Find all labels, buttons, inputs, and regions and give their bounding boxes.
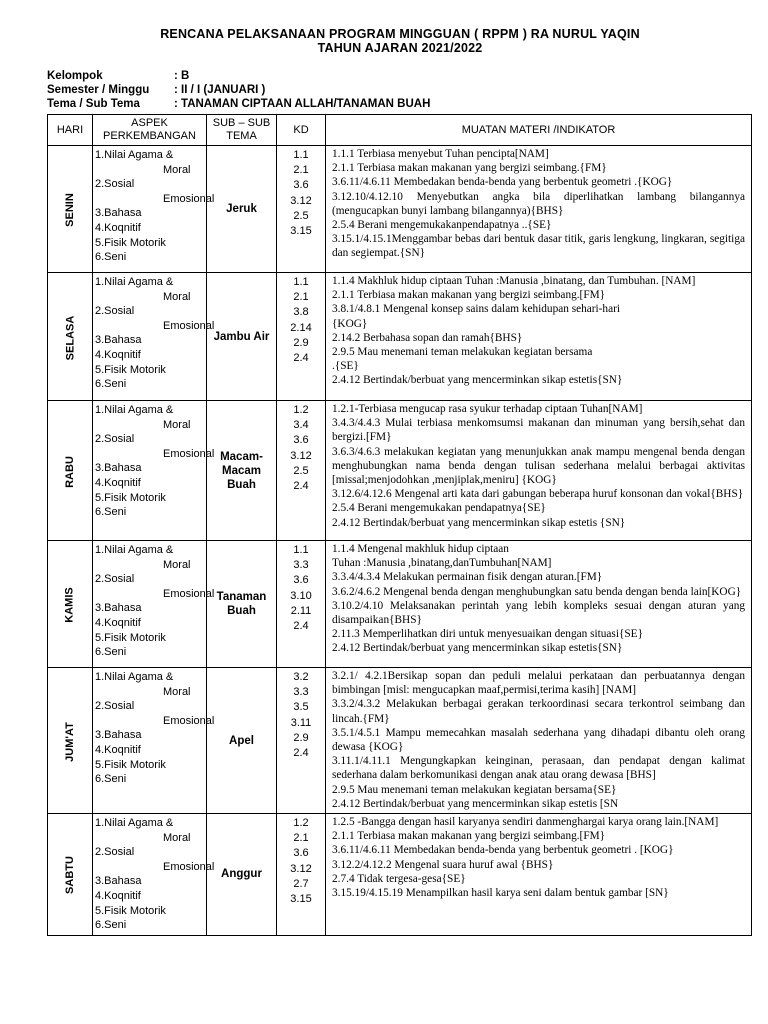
aspek-item: 3.Bahasa xyxy=(95,207,142,220)
materi-item: 2.1.1 Terbiasa makan makanan yang bergizi seimbang.[FM} xyxy=(332,830,606,843)
materi-item: 3.12.10/4.12.10 Menyebutkan angka bila diperlihatkan lambang bilangannya (mengucapkan bunyi lambang bilangannya){BHS} xyxy=(332,190,745,217)
table-header-row xyxy=(48,115,752,146)
day-cell xyxy=(48,401,93,541)
kd-item: 3.3 xyxy=(293,559,309,572)
kd-item: 3.2 xyxy=(293,671,309,683)
aspek-item: 3.Bahasa xyxy=(95,462,142,475)
materi-item: 1.1.4 Makhluk hidup ciptaan Tuhan :Manusia ,binatang, dan Tumbuhan. [NAM] xyxy=(332,275,696,287)
kd-item: 3.8 xyxy=(293,306,309,319)
kd-item: 1.2 xyxy=(293,404,309,416)
materi-item: 2.9.5 Mau menemani teman melakukan kegiatan bersama{SE} xyxy=(332,783,617,796)
kd-item: 2.4 xyxy=(293,747,309,760)
table-row xyxy=(48,146,752,273)
aspek-item: 4.Koqnitif xyxy=(95,890,141,902)
table-row xyxy=(48,401,752,541)
kd-item: 3.6 xyxy=(293,847,309,860)
aspek-item: 1.Nilai Agama & xyxy=(95,817,174,830)
kd-cell xyxy=(277,146,326,273)
kd-item: 3.6 xyxy=(293,574,309,587)
day-label: SABTU xyxy=(63,856,76,895)
materi-item: 2.9.5 Mau menemani teman melakukan kegiatan bersama xyxy=(332,346,593,359)
subtema-cell: Apel xyxy=(207,668,277,814)
doc-title-line1: RENCANA PELAKSANAAN PROGRAM MINGGUAN ( RPPM ) RA NURUL YAQIN xyxy=(160,27,640,41)
aspek-item: 1.Nilai Agama & xyxy=(95,404,174,416)
header-kd: KD xyxy=(277,115,326,146)
table-row xyxy=(48,541,752,668)
kd-item: 3.12 xyxy=(290,862,312,875)
kd-item: 1.1 xyxy=(293,544,309,556)
aspek-item: 5.Fisik Motorik xyxy=(95,363,166,376)
aspek-item: 6.Seni xyxy=(95,919,127,932)
aspek-item: Emosional xyxy=(163,860,215,873)
aspek-item: 1.Nilai Agama & xyxy=(95,671,174,683)
aspek-item: 5.Fisik Motorik xyxy=(95,491,166,504)
aspek-item: 4.Koqnitif xyxy=(95,348,141,361)
meta-block xyxy=(47,70,747,114)
table-row xyxy=(48,273,752,401)
kd-item: 2.1 xyxy=(293,291,309,304)
day-label: SENIN xyxy=(64,193,76,227)
subtema-cell: Tanaman Buah xyxy=(207,541,277,668)
materi-item: 2.4.12 Bertindak/berbuat yang mencerminkan sikap estetis{SN} xyxy=(332,374,623,387)
aspek-item: 2.Sosial xyxy=(95,700,135,713)
aspek-cell xyxy=(93,146,215,273)
materi-cell xyxy=(326,401,752,541)
materi-item: 2.11.3 Memperlihatkan diri untuk menyesuaikan dengan situasi{SE} xyxy=(332,628,643,641)
semester-label: Semester / Minggu xyxy=(47,84,150,96)
kd-item: 3.10 xyxy=(290,589,312,602)
subtema-cell: Macam-Macam Buah xyxy=(207,401,277,541)
materi-item: Tuhan :Manusia ,binatang,danTumbuhan[NAM] xyxy=(332,557,552,570)
aspek-item: 6.Seni xyxy=(95,773,127,786)
aspek-item: 6.Seni xyxy=(95,646,127,659)
aspek-item: 4.Koqnitif xyxy=(95,476,141,489)
materi-item: 3.2.1/ 4.2.1Bersikap sopan dan peduli melalui perkataan dan perbuatannya dengan bimbingan [misl: mengucapkan maaf,permisi,terima kasih] [NAM] xyxy=(332,670,745,697)
materi-cell xyxy=(326,146,752,273)
aspek-item: Moral xyxy=(163,290,191,303)
header-aspek xyxy=(93,115,207,146)
aspek-cell xyxy=(93,814,215,936)
materi-cell xyxy=(326,541,752,668)
materi-item: 3.12.6/4.12.6 Mengenal arti kata dari gabungan beberapa huruf konsonan dan vokal{BHS} xyxy=(332,488,744,501)
kd-item: 2.9 xyxy=(293,731,309,744)
kd-item: 2.1 xyxy=(293,832,309,845)
kd-item: 2.1 xyxy=(293,164,309,177)
kd-item: 3.12 xyxy=(290,194,312,207)
kd-item: 2.4 xyxy=(293,352,309,365)
materi-item: 1.2.5 -Bangga dengan hasil karyanya sendiri danmenghargai karya orang lain.[NAM] xyxy=(332,816,719,829)
kd-item: 2.9 xyxy=(293,336,309,349)
kd-cell xyxy=(277,401,326,541)
materi-item: 2.1.1 Terbiasa makan makanan yang bergizi seimbang.[FM} xyxy=(332,289,606,302)
aspek-item: 5.Fisik Motorik xyxy=(95,904,166,917)
aspek-item: Moral xyxy=(163,418,191,431)
materi-item: 3.3.4/4.3.4 Melakukan permainan fisik dengan aturan.[FM} xyxy=(332,571,603,584)
kd-cell xyxy=(277,541,326,668)
aspek-item: Emosional xyxy=(163,714,215,727)
kd-item: 3.6 xyxy=(293,434,309,447)
materi-cell xyxy=(326,668,752,814)
semester-value: : II / I (JANUARI ) xyxy=(174,84,266,96)
materi-item: 1.1.1 Terbiasa menyebut Tuhan pencipta[NAM] xyxy=(332,148,549,160)
aspek-item: 4.Koqnitif xyxy=(95,221,141,234)
subtema-cell: Jeruk xyxy=(207,146,277,273)
table-row xyxy=(48,814,752,936)
kelompok-value: : B xyxy=(174,70,190,82)
subtema-cell: Jambu Air xyxy=(207,273,277,401)
tema-value: : TANAMAN CIPTAAN ALLAH/TANAMAN BUAH xyxy=(174,98,431,110)
kd-item: 3.4 xyxy=(293,419,309,432)
aspek-item: 5.Fisik Motorik xyxy=(95,631,166,644)
materi-item: {KOG} xyxy=(332,317,368,330)
kd-cell xyxy=(277,273,326,401)
materi-item: 2.4.12 Bertindak/berbuat yang mencerminkan sikap estetis{SN} xyxy=(332,642,623,655)
kd-item: 1.2 xyxy=(293,817,309,830)
kd-item: 1.1 xyxy=(293,276,309,288)
aspek-cell xyxy=(93,668,215,814)
kd-item: 3.15 xyxy=(290,225,312,238)
header-subtema-line1: SUB – SUB xyxy=(212,117,271,129)
materi-item: 3.5.1/4.5.1 Mampu memecahkan masalah sederhana yang dihadapi dibantu oleh orang dewasa {KOG} xyxy=(332,726,745,754)
aspek-item: Moral xyxy=(163,831,191,844)
aspek-item: Emosional xyxy=(163,319,215,332)
materi-cell xyxy=(326,814,752,936)
kd-item: 3.6 xyxy=(293,179,309,192)
header-aspek-line1: ASPEK xyxy=(131,117,168,129)
day-label: JUM'AT xyxy=(64,721,76,762)
tema-label: Tema / Sub Tema xyxy=(47,98,140,110)
header-muatan: MUATAN MATERI /INDIKATOR xyxy=(326,115,752,146)
aspek-item: 2.Sosial xyxy=(95,846,135,859)
materi-cell xyxy=(326,273,752,401)
materi-item: 3.15.1/4.15.1Menggambar bebas dari bentuk dasar titik, garis lengkung, lingkaran, segitiga dan segiempat.{SN} xyxy=(332,233,745,260)
materi-item: 3.6.11/4.6.11 Membedakan benda-benda yang berbentuk geometri . [KOG} xyxy=(332,844,674,857)
materi-item: 3.3.2/4.3.2 Melakukan berbagai gerakan terkoordinasi secara terkontrol seimbang dan lincah.{FM} xyxy=(332,698,745,725)
kd-item: 2.7 xyxy=(293,877,309,890)
aspek-item: Emosional xyxy=(163,447,215,460)
kd-item: 2.11 xyxy=(290,604,312,617)
day-label: RABU xyxy=(64,455,76,488)
subtema-cell: Anggur xyxy=(207,814,277,936)
header-subtema xyxy=(207,115,277,146)
aspek-item: 2.Sosial xyxy=(95,178,135,191)
day-cell xyxy=(48,814,93,936)
header-subtema-line2: TEMA xyxy=(226,130,257,142)
aspek-item: 2.Sosial xyxy=(95,433,135,446)
kd-item: 2.4 xyxy=(293,480,309,493)
kd-item: 3.5 xyxy=(293,701,309,714)
kd-item: 2.5 xyxy=(293,209,309,222)
materi-item: 2.4.12 Bertindak/berbuat yang mencerminkan sikap estetis [SN xyxy=(332,797,619,810)
header-aspek-line2: PERKEMBANGAN xyxy=(103,130,196,142)
kd-item: 2.4 xyxy=(293,620,309,633)
aspek-cell xyxy=(93,273,215,401)
kd-item: 3.3 xyxy=(293,686,309,699)
aspek-item: 5.Fisik Motorik xyxy=(95,758,166,771)
aspek-item: 5.Fisik Motorik xyxy=(95,236,166,249)
aspek-item: 3.Bahasa xyxy=(95,729,142,742)
materi-item: 2.5.4 Berani mengemukakanpendapatnya ..{SE} xyxy=(332,219,552,232)
materi-item: .{SE} xyxy=(332,360,359,373)
header-hari: HARI xyxy=(48,115,93,146)
aspek-item: 2.Sosial xyxy=(95,573,135,586)
aspek-item: 3.Bahasa xyxy=(95,875,142,888)
materi-item: 2.14.2 Berbahasa sopan dan ramah{BHS} xyxy=(332,331,523,344)
aspek-item: 6.Seni xyxy=(95,506,127,519)
aspek-item: 3.Bahasa xyxy=(95,602,142,615)
aspek-item: 2.Sosial xyxy=(95,305,135,318)
aspek-item: Moral xyxy=(163,685,191,698)
materi-item: 1.2.1-Terbiasa mengucap rasa syukur terhadap ciptaan Tuhan[NAM] xyxy=(332,403,643,415)
kd-cell xyxy=(277,668,326,814)
aspek-cell xyxy=(93,541,215,668)
aspek-item: 6.Seni xyxy=(95,251,127,264)
day-label: KAMIS xyxy=(63,587,76,623)
kd-cell xyxy=(277,814,326,936)
materi-item: 3.10.2/4.10 Melaksanakan perintah yang lebih kompleks sesuai dengan aturan yang disampaikan{BHS} xyxy=(332,599,745,627)
day-cell xyxy=(48,273,93,401)
materi-item: 3.6.11/4.6.11 Membedakan benda-benda yang berbentuk geometri .{KOG} xyxy=(332,176,673,189)
aspek-item: 4.Koqnitif xyxy=(95,616,141,629)
aspek-item: 1.Nilai Agama & xyxy=(95,149,174,161)
aspek-item: 4.Koqnitif xyxy=(95,743,141,756)
materi-item: 3.12.2/4.12.2 Mengenal suara huruf awal {BHS} xyxy=(332,858,554,871)
materi-item: 3.8.1/4.8.1 Mengenal konsep sains dalam kehidupan sehari-hari xyxy=(332,303,620,316)
doc-title-line2: TAHUN AJARAN 2021/2022 xyxy=(317,41,483,55)
materi-item: 2.7.4 Tidak tergesa-gesa{SE} xyxy=(332,872,466,885)
aspek-cell xyxy=(93,401,215,541)
materi-item: 3.4.3/4.4.3 Mulai terbiasa menkomsumsi makanan dan minuman yang bersih,sehat dan bergizi.[FM} xyxy=(332,417,745,444)
aspek-item: 6.Seni xyxy=(95,378,127,391)
kelompok-label: Kelompok xyxy=(47,70,103,82)
aspek-item: 1.Nilai Agama & xyxy=(95,276,174,288)
materi-item: 2.5.4 Berani mengemukakan pendapatnya{SE} xyxy=(332,502,546,515)
materi-item: 3.11.1/4.11.1 Mengungkapkan keinginan, perasaan, dan pendapat dengan kalimat sederhana dalam berkomunikasi dengan anak atau orang dewasa [BHS] xyxy=(332,755,745,782)
materi-item: 1.1.4 Mengenal makhluk hidup ciptaan xyxy=(332,543,509,555)
aspek-item: Emosional xyxy=(163,192,215,205)
kd-item: 2.5 xyxy=(293,464,309,477)
day-cell xyxy=(48,146,93,273)
materi-item: 3.6.3/4.6.3 melakukan kegiatan yang menunjukkan anak mampu mengenal benda dengan menghubungkan nama benda dengan tulisan sederhana melalui berbagai aktivitas [missal;menjodohkan ,menjiplak,meniru] {KOG} xyxy=(332,445,745,487)
day-cell xyxy=(48,668,93,814)
rppm-table xyxy=(47,114,752,936)
kd-item: 3.15 xyxy=(290,893,312,906)
aspek-item: 1.Nilai Agama & xyxy=(95,544,174,556)
aspek-item: Moral xyxy=(163,163,191,176)
aspek-item: 3.Bahasa xyxy=(95,334,142,347)
table-row xyxy=(48,668,752,814)
day-cell xyxy=(48,541,93,668)
kd-item: 1.1 xyxy=(293,149,309,161)
kd-item: 2.14 xyxy=(290,321,312,334)
kd-item: 3.11 xyxy=(290,716,312,729)
day-label: SELASA xyxy=(64,315,77,360)
materi-item: 3.6.2/4.6.2 Mengenal benda dengan menghubungkan satu benda dengan benda lain[KOG} xyxy=(332,585,742,598)
kd-item: 3.12 xyxy=(290,449,312,462)
aspek-item: Emosional xyxy=(163,587,215,600)
materi-item: 3.15.19/4.15.19 Menampilkan hasil karya seni dalam bentuk gambar [SN} xyxy=(332,887,669,900)
aspek-item: Moral xyxy=(163,558,191,571)
materi-item: 2.1.1 Terbiasa makan makanan yang bergizi seimbang.{FM} xyxy=(332,162,607,175)
materi-item: 2.4.12 Bertindak/berbuat yang mencerminkan sikap estetis {SN} xyxy=(332,516,626,529)
